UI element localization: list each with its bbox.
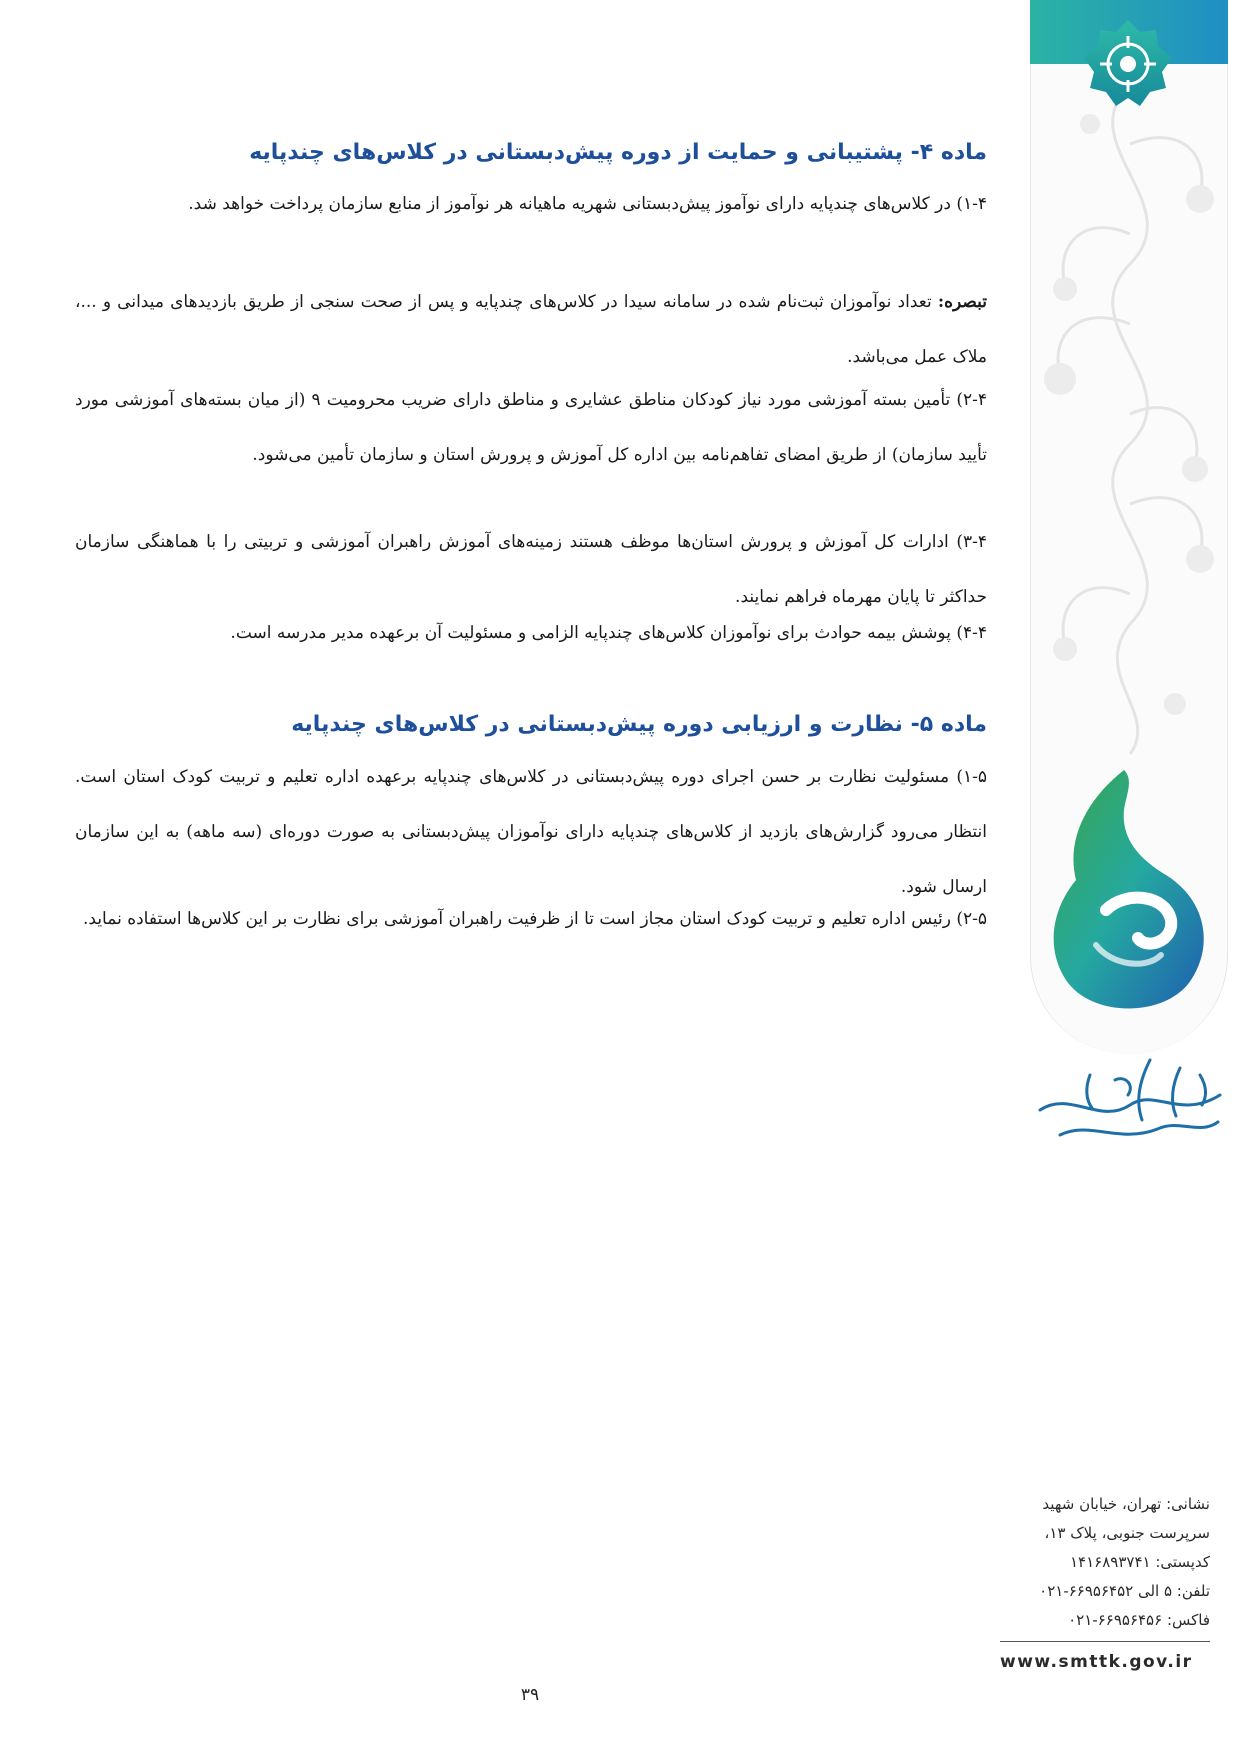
page-number: ۳۹ xyxy=(520,1685,540,1705)
article-4-clause-4: ۴-۴) پوشش بیمه حوادث برای نوآموزان کلاس‌های چندپایه الزامی و مسئولیت آن برعهده مدیر مدرسه است. xyxy=(230,623,987,643)
article-4-note xyxy=(75,275,987,385)
article-5-clause-2: ۲-۵) رئیس اداره تعلیم و تربیت کودک استان مجاز است تا از ظرفیت راهبران آموزشی برای نظارت بر این کلاس‌ها استفاده نماید. xyxy=(83,909,987,929)
postal-code: کدپستی: ۱۴۱۶۸۹۳۷۴۱ xyxy=(1070,1553,1210,1571)
ornament-icon xyxy=(1082,18,1174,110)
address-block xyxy=(1000,1490,1210,1677)
address-line-1: نشانی: تهران، خیابان شهید xyxy=(1042,1495,1210,1513)
drop-logo-icon xyxy=(1046,770,1216,1020)
floral-pattern-icon xyxy=(1030,64,1228,764)
decorative-sidebar xyxy=(1030,0,1228,1060)
note-text: تعداد نوآموزان ثبت‌نام شده در سامانه سیدا در کلاس‌های چندپایه و پس از صحت سنجی از طریق بازدیدهای میدانی و ...، ملاک عمل می‌باشد. xyxy=(75,292,987,367)
address-line-2: سرپرست جنوبی، پلاک ۱۳، xyxy=(1044,1524,1210,1542)
article-4-title: ماده ۴- پشتیبانی و حمایت از دوره پیش‌دبستانی در کلاس‌های چندپایه xyxy=(249,140,987,165)
fax: فاکس: ۶۶۹۵۶۴۵۶-۰۲۱ xyxy=(1068,1611,1210,1629)
phone: تلفن: ۵ الی ۶۶۹۵۶۴۵۲-۰۲۱ xyxy=(1039,1582,1210,1600)
calligraphy-signature-icon xyxy=(1030,1050,1228,1160)
article-4-clause-1: ۱-۴) در کلاس‌های چندپایه دارای نوآموز پیش‌دبستانی شهریه ماهیانه هر نوآموز از منابع سازمان پرداخت خواهد شد. xyxy=(188,194,987,214)
article-5-title: ماده ۵- نظارت و ارزیابی دوره پیش‌دبستانی در کلاس‌های چندپایه xyxy=(291,712,987,737)
website-link[interactable]: www.smttk.gov.ir xyxy=(1000,1641,1210,1677)
note-label: تبصره: xyxy=(937,292,987,312)
article-4-clause-2: ۲-۴) تأمین بسته آموزشی مورد نیاز کودکان مناطق عشایری و مناطق دارای ضریب محرومیت ۹ (از میان بسته‌های آموزشی مورد تأیید سازمان) از طریق امضای تفاهم‌نامه بین اداره کل آموزش و پرورش استان و سازمان تأمین می‌شود. xyxy=(75,390,987,465)
document-body xyxy=(75,0,987,1160)
article-4-clause-3: ۳-۴) ادارات کل آموزش و پرورش استان‌ها موظف هستند زمینه‌های آموزش راهبران آموزشی و تربیتی را با هماهنگی سازمان حداکثر تا پایان مهرماه فراهم نمایند. xyxy=(75,532,987,607)
article-5-clause-1: ۱-۵) مسئولیت نظارت بر حسن اجرای دوره پیش‌دبستانی در کلاس‌های چندپایه برعهده اداره تعلیم و تربیت کودک استان است. انتظار می‌رود گزارش‌های بازدید از کلاس‌های چندپایه دارای نوآموزان پیش‌دبستانی به صورت دوره‌ای (سه ماهه) به این سازمان ارسال شود. xyxy=(75,767,987,897)
